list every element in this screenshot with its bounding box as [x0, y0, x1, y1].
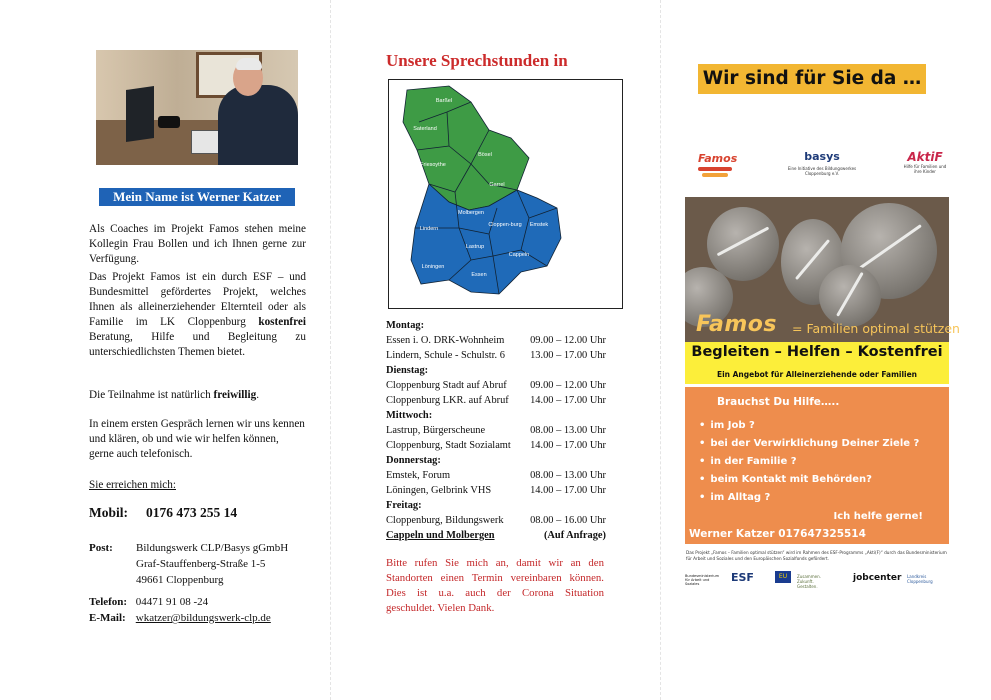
coach-photo	[96, 50, 298, 165]
schedule-row: Löningen, Gelbrink VHS 14.00 – 17.00 Uhr	[386, 485, 606, 496]
tagline: Begleiten – Helfen – Kostenfrei	[691, 344, 943, 360]
famos-logo: Famos	[698, 152, 737, 177]
map-label: Molbergen	[458, 210, 484, 216]
sponsor-esf: ESF	[731, 571, 754, 584]
address-line: 49661 Cloppenburg	[136, 574, 224, 586]
mobile-number: Mobil: 0176 473 255 14	[89, 505, 238, 520]
schedule-list	[386, 318, 606, 543]
schedule-day: Freitag:	[386, 500, 422, 511]
panel-left: Mein Name ist Werner Katzer Als Coaches im Projekt Famos stehen meine Kollegin Frau Bollen und ich Ihnen gerne zur Verfügung. Das Projekt Famos ist ein durch ESF – und Bundesmittel gefördertes Projekt, welches Ihnen als alleinerziehender Elternteil oder als Familie im LK Cloppenburg kostenfrei Beratung, Hilfe und Begleitung zu unterschiedlichsten Themen bietet. Die Teilnahme ist natürlich freiwillig. In einem ersten Gespräch lernen wir uns kennen und klären, ob und wie wir helfen können, gerne auch telefonisch. Sie erreichen mich: Mobil: 0176 473 255 14 Post: Bildungswerk CLP/Basys gGmbH Graf-Stauffenberg-Straße 1-5 49661 Cloppenburg Telefon: 04471 91 08 -24 E-Mail: wkatzer@bildungswerk-clp.de	[0, 0, 330, 700]
district-map	[388, 79, 623, 309]
aktiff-logo: AktiF Hilfe für Familien und ihre Kinder	[903, 150, 947, 174]
map-label: Cappeln	[508, 252, 530, 258]
project-paragraph: Das Projekt Famos ist ein durch ESF – und Bundesmittel gefördertes Projekt, welches Ihnen als alleinerziehender Elternteil oder als Familie im LK Cloppenburg kostenfrei Beratung, Hilfe und Begleitung zu unterschiedlichsten Themen bietet.	[89, 271, 306, 358]
help-question: Brauchst Du Hilfe…..	[717, 396, 840, 408]
name-banner: Mein Name ist Werner Katzer	[99, 188, 295, 206]
help-item: • im Job ?	[699, 417, 919, 435]
schedule-heading: Unsere Sprechstunden in	[386, 51, 568, 70]
help-item: • im Alltag ?	[699, 489, 919, 507]
conversation-paragraph: In einem ersten Gespräch lernen wir uns kennen und klären, ob und wie wir helfen können, gerne auch telefonisch.	[89, 418, 305, 460]
sponsor-eu-flag: EU	[775, 571, 791, 583]
sponsor-landkreis: Landkreis Cloppenburg	[907, 574, 933, 584]
map-label: Cloppen-burg	[488, 222, 522, 228]
schedule-day: Montag:	[386, 320, 425, 331]
contact-line: Werner Katzer 017647325514	[689, 528, 866, 540]
map-label: Löningen	[421, 264, 445, 270]
schedule-row: Cloppenburg Stadt auf Abruf 09.00 – 12.00 Uhr	[386, 380, 606, 391]
voluntary-paragraph: Die Teilnahme ist natürlich freiwillig.	[89, 389, 259, 401]
address-line: Graf-Stauffenberg-Straße 1-5	[136, 558, 266, 570]
help-item: • beim Kontakt mit Behörden?	[699, 471, 919, 489]
offer-line: Ein Angebot für Alleinerziehende oder Familien	[716, 370, 918, 379]
map-label: Lindern	[419, 226, 439, 232]
map-label: Essen	[471, 272, 487, 278]
fine-print: Das Projekt „Famos – Familien optimal stützen“ wird im Rahmen des ESF-Programms „Akti(F)“ durch das Bundesministerium für Arbeit und Soziales und den Europäischen Sozialfonds gefördert.	[686, 550, 947, 561]
sponsor-jobcenter: jobcenter	[853, 573, 902, 583]
schedule-row: Cappeln und Molbergen (Auf Anfrage)	[386, 530, 606, 541]
help-item: • in der Familie ?	[699, 453, 919, 471]
schedule-row: Lindern, Schule - Schulstr. 6 13.00 – 17.00 Uhr	[386, 350, 606, 361]
famos-wordmark: Famos	[696, 312, 777, 337]
map-label: Bösel	[478, 152, 492, 158]
flyer-title: Wir sind für Sie da …	[698, 64, 926, 94]
panel-right	[660, 0, 991, 700]
help-box	[685, 387, 949, 544]
help-list	[699, 417, 919, 507]
address-line: Bildungswerk CLP/Basys gGmbH	[136, 542, 289, 554]
email-link[interactable]: wkatzer@bildungswerk-clp.de	[135, 612, 271, 624]
schedule-row: Essen i. O. DRK-Wohnheim 09.00 – 12.00 Uhr	[386, 335, 606, 346]
schedule-row: Lastrup, Bürgerscheune 08.00 – 13.00 Uhr	[386, 425, 606, 436]
schedule-row: Cloppenburg, Stadt Sozialamt 14.00 – 17.00 Uhr	[386, 440, 606, 451]
schedule-day: Mittwoch:	[386, 410, 433, 421]
schedule-row: Cloppenburg LKR. auf Abruf 14.00 – 17.00 Uhr	[386, 395, 606, 406]
panel-middle	[330, 0, 660, 700]
schedule-day: Donnerstag:	[386, 455, 441, 466]
map-label: Garrel	[489, 182, 505, 188]
email-row: E-Mail: wkatzer@bildungswerk-clp.de	[89, 612, 271, 624]
tagline-box	[685, 342, 949, 384]
map-label: Barßel	[435, 98, 453, 104]
intro-paragraph: Als Coaches im Projekt Famos stehen meine Kollegin Frau Bollen und ich Ihnen gerne zur Verfügung.	[89, 223, 306, 265]
telefon-row: Telefon: 04471 91 08 -24	[89, 596, 209, 608]
map-label: Friesoythe	[420, 162, 446, 168]
sponsor-slogan: Zusammen. Zukunft. Gestalten.	[797, 574, 821, 589]
map-region-north	[403, 86, 529, 210]
reach-label: Sie erreichen mich:	[89, 479, 176, 491]
basys-logo: basys Eine Initiative des Bildungswerkes Cloppenburg e.V.	[787, 150, 857, 176]
logo-row	[690, 148, 950, 188]
help-offer: Ich helfe gerne!	[833, 511, 923, 522]
map-label: Emstek	[529, 222, 549, 228]
appointment-note: Bitte rufen Sie mich an, damit wir an den Standorten einen Termin vereinbaren können. Dies ist u.a. auch der Corona Situation geschuldet. Vielen Dank.	[386, 557, 604, 614]
schedule-row: Emstek, Forum 08.00 – 13.00 Uhr	[386, 470, 606, 481]
schedule-day: Dienstag:	[386, 365, 429, 376]
sponsor-logos	[685, 568, 951, 598]
sponsor-bmas: Bundesministerium für Arbeit und Soziales	[685, 574, 719, 586]
help-item: • bei der Verwirklichung Deiner Ziele ?	[699, 435, 919, 453]
famos-subtitle: = Familien optimal stützen	[792, 321, 960, 336]
map-label: Lastrup	[465, 244, 485, 250]
map-label: Saterland	[413, 126, 437, 132]
schedule-row: Cloppenburg, Bildungswerk 08.00 – 16.00 Uhr	[386, 515, 606, 526]
